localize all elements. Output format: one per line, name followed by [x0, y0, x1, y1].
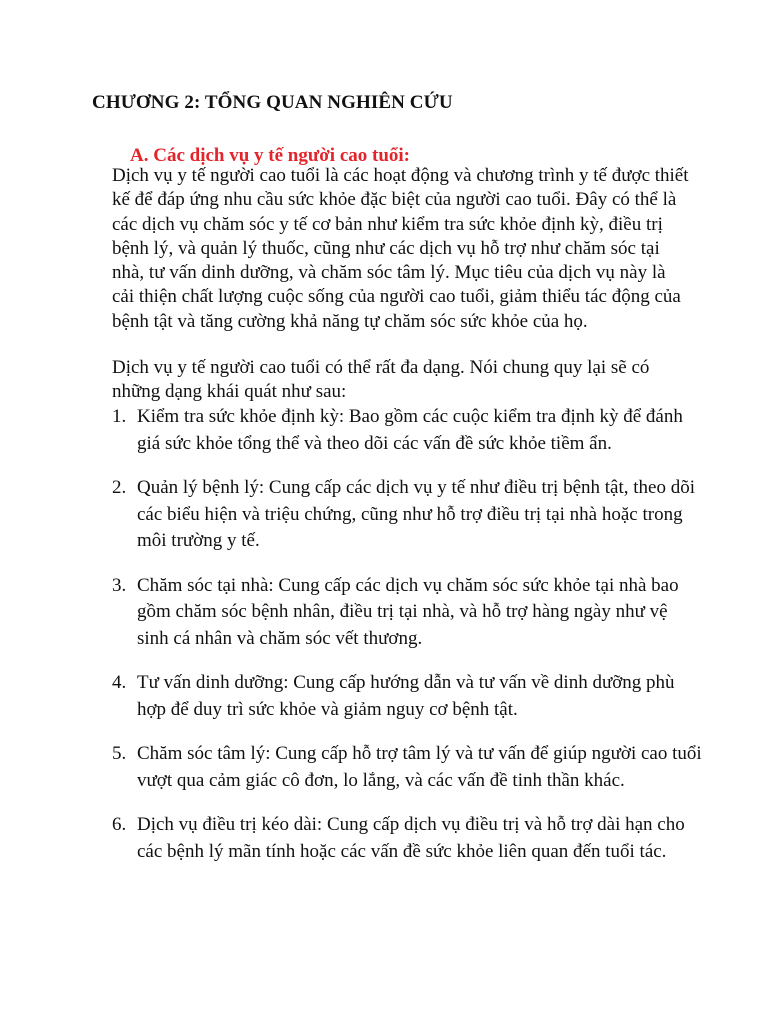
list-item — [112, 812, 702, 865]
chapter-title: CHƯƠNG 2: TỔNG QUAN NGHIÊN CỨU — [92, 92, 453, 113]
list-item — [112, 475, 702, 555]
summary-paragraph: Dịch vụ y tế người cao tuổi có thể rất đa dạng. Nói chung quy lại sẽ có những dạng khái quát như sau: — [112, 357, 650, 403]
intro-paragraph: Dịch vụ y tế người cao tuổi là các hoạt động và chương trình y tế được thiết kế để đáp ứng nhu cầu sức khỏe đặc biệt của người cao tuổi. Đây có thể là các dịch vụ chăm sóc y tế cơ bản như kiểm tra sức khỏe định kỳ, điều trị bệnh lý, và quản lý thuốc, cũng như các dịch vụ hỗ trợ như chăm sóc tại nhà, tư vấn dinh dưỡng, và chăm sóc tâm lý. Mục tiêu của dịch vụ này là cải thiện chất lượng cuộc sống của người cao tuổi, giảm thiểu tác động của bệnh tật và tăng cường khả năng tự chăm sóc sức khỏe của họ. — [112, 165, 689, 332]
list-item — [112, 670, 702, 723]
list-item-text: Chăm sóc tại nhà: Cung cấp các dịch vụ chăm sóc sức khỏe tại nhà bao gồm chăm sóc bệnh nhân, điều trị tại nhà, và hỗ trợ hàng ngày như vệ sinh cá nhân và chăm sóc vết thương. — [137, 574, 679, 649]
list-item — [112, 404, 702, 457]
list-item-number: 1. — [112, 406, 127, 427]
list-item-number: 5. — [112, 743, 127, 764]
list-item-text: Tư vấn dinh dưỡng: Cung cấp hướng dẫn và tư vấn về dinh dưỡng phù hợp để duy trì sức khỏe và giảm nguy cơ bệnh tật. — [137, 672, 675, 720]
section-heading: A. Các dịch vụ y tế người cao tuổi: — [130, 145, 410, 166]
list-item — [112, 573, 702, 653]
list-item-number: 3. — [112, 574, 127, 596]
list-item-number: 2. — [112, 477, 127, 498]
list-item-text: Quản lý bệnh lý: Cung cấp các dịch vụ y tế như điều trị bệnh tật, theo dõi các biểu hiện và triệu chứng, cũng như hỗ trợ điều trị tại nhà hoặc trong môi trường y tế. — [137, 477, 695, 551]
list-item-text: Chăm sóc tâm lý: Cung cấp hỗ trợ tâm lý và tư vấn để giúp người cao tuổi vượt qua cảm giác cô đơn, lo lắng, và các vấn đề tinh thần khác. — [137, 743, 702, 791]
list-item-text: Kiểm tra sức khỏe định kỳ: Bao gồm các cuộc kiểm tra định kỳ để đánh giá sức khỏe tổng thể và theo dõi các vấn đề sức khỏe tiềm ẩn. — [137, 406, 683, 454]
list-item-number: 6. — [112, 814, 127, 835]
list-item — [112, 741, 702, 794]
list-item-text: Dịch vụ điều trị kéo dài: Cung cấp dịch vụ điều trị và hỗ trợ dài hạn cho các bệnh lý mãn tính hoặc các vấn đề sức khỏe liên quan đến tuổi tác. — [137, 814, 685, 862]
list-item-number: 4. — [112, 672, 127, 693]
service-list — [112, 404, 702, 883]
